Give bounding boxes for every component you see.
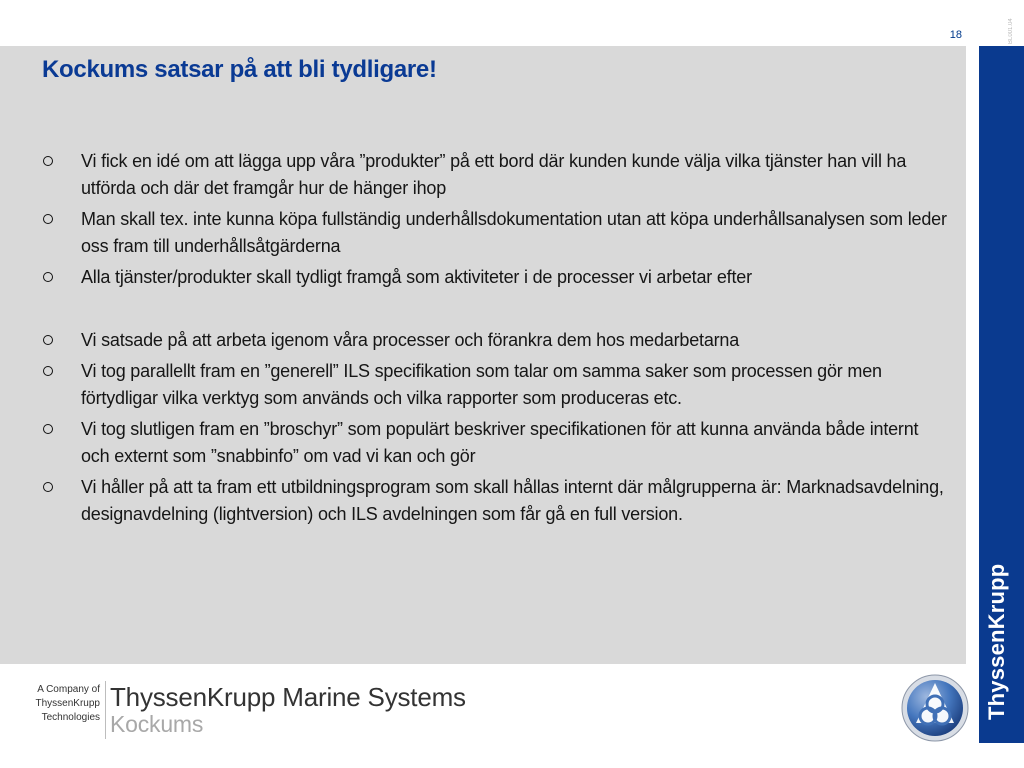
document-code: BL001.04 [1008, 18, 1014, 44]
hollow-circle-bullet-icon [43, 482, 53, 492]
company-caption [24, 683, 100, 725]
bullet-item [40, 474, 950, 528]
bullet-item [40, 358, 950, 412]
hollow-circle-bullet-icon [43, 156, 53, 166]
bullet-item [40, 148, 950, 202]
hollow-circle-bullet-icon [43, 214, 53, 224]
page-number: 18 [949, 29, 962, 41]
footer-subtitle: Kockums [110, 711, 204, 737]
bullet-text: Vi tog slutligen fram en ”broschyr” som populärt beskriver specifikationen för att kunna använda både internt och externt som ”snabbinfo” om vad vi kan och gör [81, 419, 919, 466]
brand-vertical-label: ThyssenKrupp [984, 563, 1009, 720]
company-caption-line: Technologies [41, 712, 100, 723]
hollow-circle-bullet-icon [43, 335, 53, 345]
bullet-text: Alla tjänster/produkter skall tydligt framgå som aktiviteter i de processer vi arbetar efter [81, 267, 752, 287]
bullet-text: Vi tog parallellt fram en ”generell” ILS specifikation som talar om samma saker som processen gör men förtydligar vilka verktyg som används och vilka rapporter som produceras etc. [81, 361, 882, 408]
bullet-item [40, 416, 950, 470]
hollow-circle-bullet-icon [43, 272, 53, 282]
bullet-item [40, 206, 950, 260]
bullet-item [40, 264, 950, 291]
bullet-text: Man skall tex. inte kunna köpa fullständig underhållsdokumentation utan att köpa underhållsanalysen som leder oss fram till underhållsåtgärderna [81, 209, 947, 256]
footer-divider [105, 681, 106, 739]
bullet-text: Vi håller på att ta fram ett utbildningsprogram som skall hållas internt där målgrupperna är: Marknadsavdelning, designavdelning (lightversion) och ILS avdelningen som får gå en full version. [81, 477, 944, 524]
bullet-item [40, 327, 950, 354]
bullet-text: Vi satsade på att arbeta igenom våra processer och förankra dem hos medarbetarna [81, 330, 740, 350]
company-caption-line: ThyssenKrupp [35, 698, 100, 709]
bullet-text: Vi fick en idé om att lägga upp våra ”produkter” på ett bord där kunden kunde välja vilka tjänster han vill ha utförda och där det framgår hur de hänger ihop [81, 151, 907, 198]
hollow-circle-bullet-icon [43, 366, 53, 376]
slide-title: Kockums satsar på att bli tydligare! [42, 56, 437, 83]
footer-title: ThyssenKrupp Marine Systems [110, 682, 466, 712]
hollow-circle-bullet-icon [43, 424, 53, 434]
bullet-list [40, 148, 950, 532]
thyssenkrupp-logo-icon [900, 673, 970, 743]
company-caption-line: A Company of [37, 684, 100, 695]
